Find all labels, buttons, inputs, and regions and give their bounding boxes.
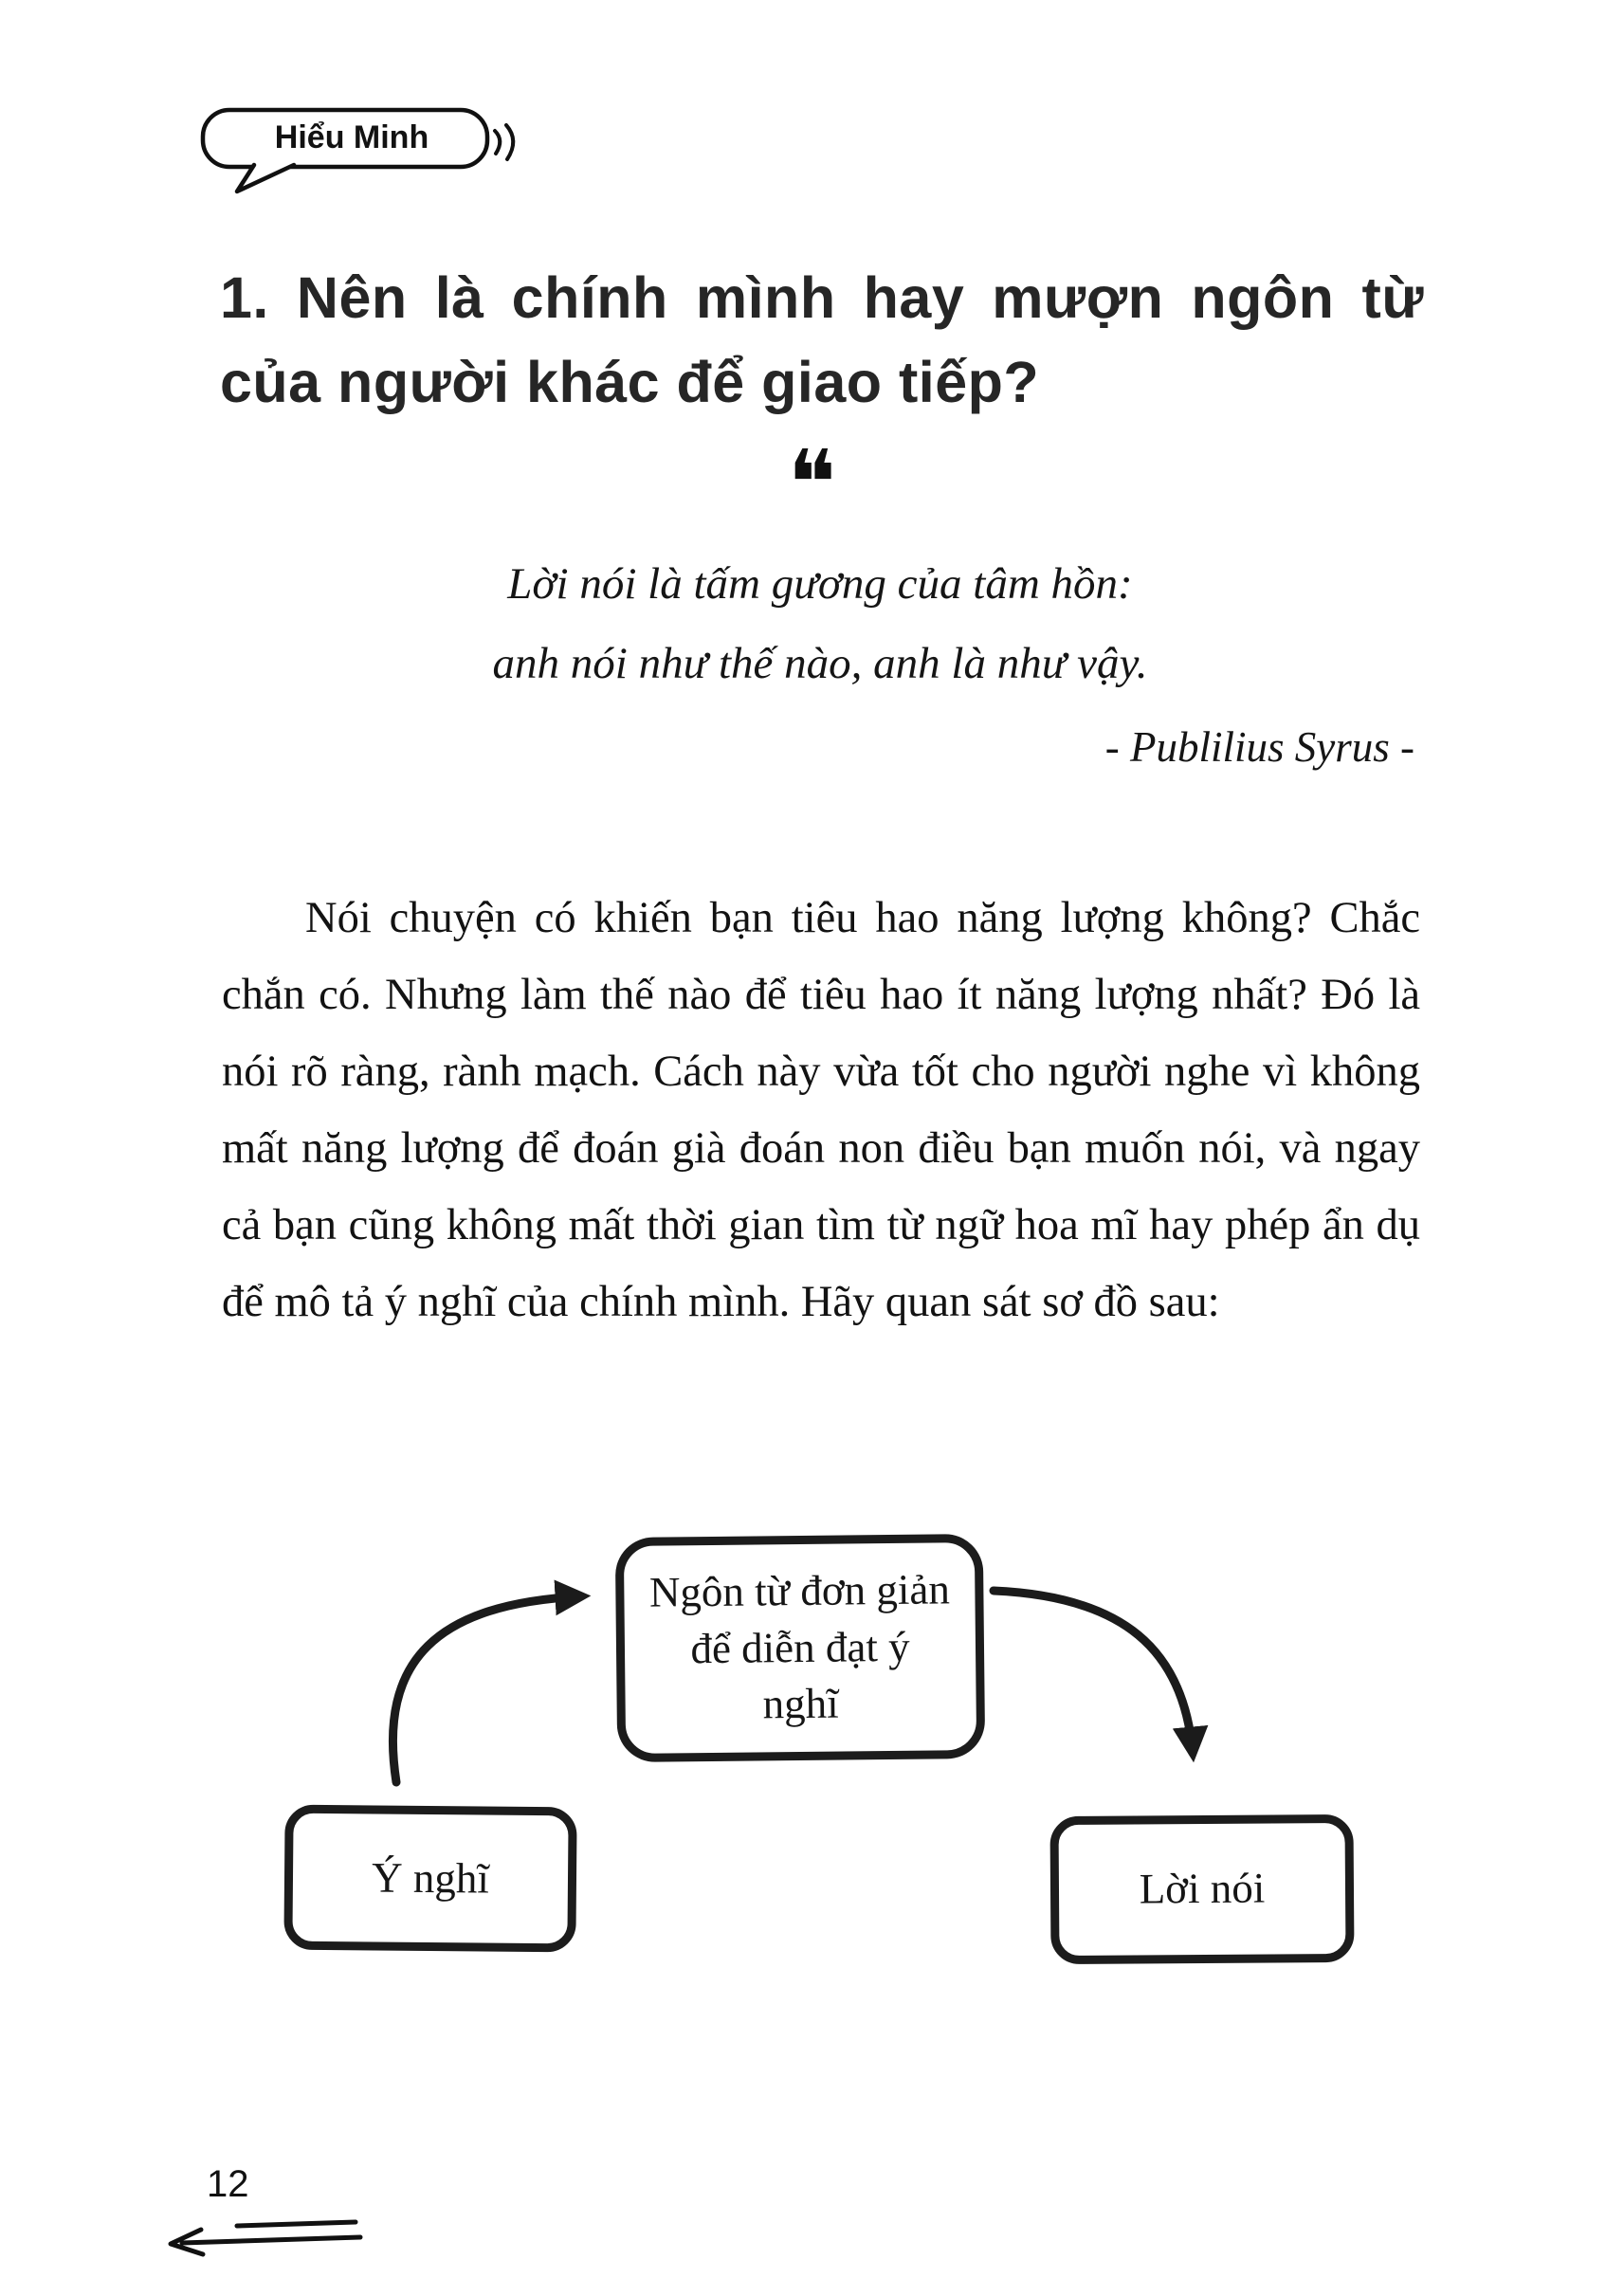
heading-line-2: của người khác để giao tiếp? xyxy=(220,350,1040,414)
body-paragraph: Nói chuyện có khiến bạn tiêu hao năng lượng không? Chắc chắn có. Nhưng làm thế nào để tiêu hao ít năng lượng nhất? Đó là nói rõ ràng, rành mạch. Cách này vừa tốt cho người nghe vì không mất năng lượng để đoán già đoán non điều bạn muốn nói, và ngay cả bạn cũng không mất thời gian tìm từ ngữ hoa mĩ hay phép ẩn dụ để mô tả ý nghĩ của chính mình. Hãy quan sát sơ đồ sau: xyxy=(222,894,1420,1326)
hieu-minh-badge xyxy=(199,106,540,210)
diagram-node-thought xyxy=(283,1805,576,1953)
quote-attribution: - Publilius Syrus - xyxy=(1104,723,1414,771)
quote-line-1: Lời nói là tấm gương của tâm hồn: xyxy=(507,559,1133,609)
diagram-node-speech xyxy=(1049,1814,1354,1964)
node-top-label: Ngôn từ đơn giản để diễn đạt ý nghĩ xyxy=(648,1565,951,1728)
node-left-label: Ý nghĩ xyxy=(371,1853,490,1903)
page-number-arrow-icon xyxy=(142,2209,370,2266)
arrow-right-icon xyxy=(994,1591,1193,1752)
chapter-heading xyxy=(220,256,1424,425)
badge-label: Hiểu Minh xyxy=(274,119,429,155)
arrow-left-icon xyxy=(392,1596,580,1782)
node-right-label: Lời nói xyxy=(1139,1864,1266,1913)
quote-line-2: anh nói như thế nào, anh là như vậy. xyxy=(492,639,1148,688)
heading-line-1: 1. Nên là chính mình hay mượn ngôn từ xyxy=(220,265,1424,330)
quote-mark-icon: ❝ xyxy=(787,430,837,537)
page-number: 12 xyxy=(207,2163,249,2205)
diagram-node-simple-words xyxy=(615,1534,985,1762)
